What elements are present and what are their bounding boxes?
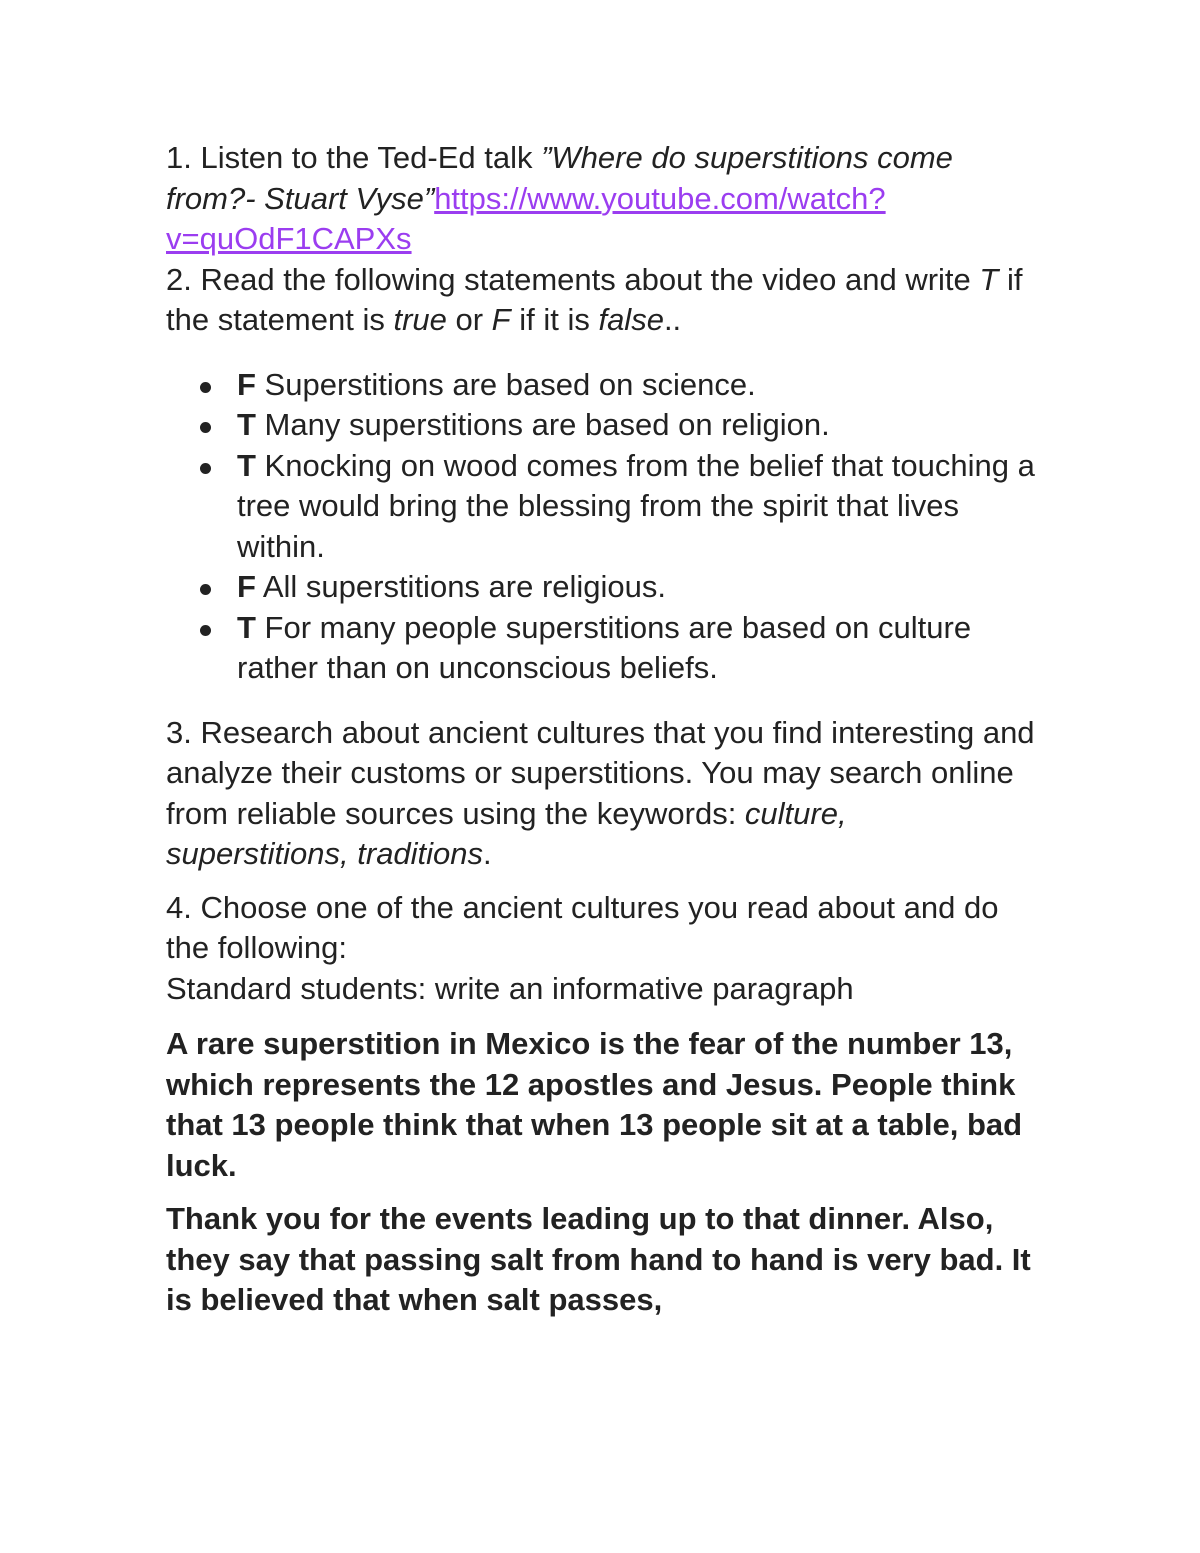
answer-mark: T [237, 407, 256, 442]
statement-item [237, 365, 1036, 406]
statement-text: All superstitions are religious. [255, 569, 667, 604]
statement-text: Superstitions are based on science. [255, 366, 756, 402]
answer-paragraph-1: A rare superstition in Mexico is the fear of the number 13, which represents the 12 apostles and Jesus. People think that 13 people think that when 13 people sit at a table, bad luck. [166, 1026, 1023, 1183]
statement-item [237, 567, 1036, 608]
answer-mark: T [237, 609, 256, 645]
statement-text: Knocking on wood comes from the belief that touching a tree would bring the blessing from the spirit that lives within. [237, 447, 1035, 564]
instruction-1 [166, 138, 1036, 260]
answer-paragraph-2: Thank you for the events leading up to that dinner. Also, they say that passing salt from hand to hand is very bad. It is believed that when salt passes, [166, 1201, 1031, 1317]
statement-list [166, 365, 1036, 689]
answer-mark: F [237, 569, 256, 604]
instruction-3: 3. Research about ancient cultures that you find interesting and analyze their customs or superstitions. You may search online from reliable sources using the keywords: culture, superstitions, traditions. [166, 714, 1035, 871]
instruction-4: 4. Choose one of the ancient cultures you read about and do the following: Standard students: write an informative paragraph [166, 889, 999, 1006]
keywords: culture, superstitions, traditions [166, 795, 847, 871]
statement-text: For many people superstitions are based on culture rather than on unconscious beliefs. [237, 609, 972, 685]
video-link[interactable]: https://www.youtube.com/watch?v=quOdF1CAPXs [166, 180, 886, 256]
statement-item [237, 446, 1036, 568]
statement-text: Many superstitions are based on religion. [255, 407, 830, 442]
document-page [166, 138, 1036, 1321]
standard-students-task: Standard students: write an informative paragraph [166, 970, 854, 1006]
answer-mark: F [237, 366, 256, 402]
instruction-2: 2. Read the following statements about the video and write T if the statement is true or F if it is false.. [166, 261, 1023, 337]
statement-item [237, 608, 1036, 689]
video-title: ”Where do superstitions come from?- Stuart Vyse” [166, 140, 953, 216]
instruction-1-lead: 1. Listen to the Ted-Ed talk [166, 140, 542, 175]
statement-item [237, 405, 1036, 446]
answer-mark: T [237, 447, 256, 483]
